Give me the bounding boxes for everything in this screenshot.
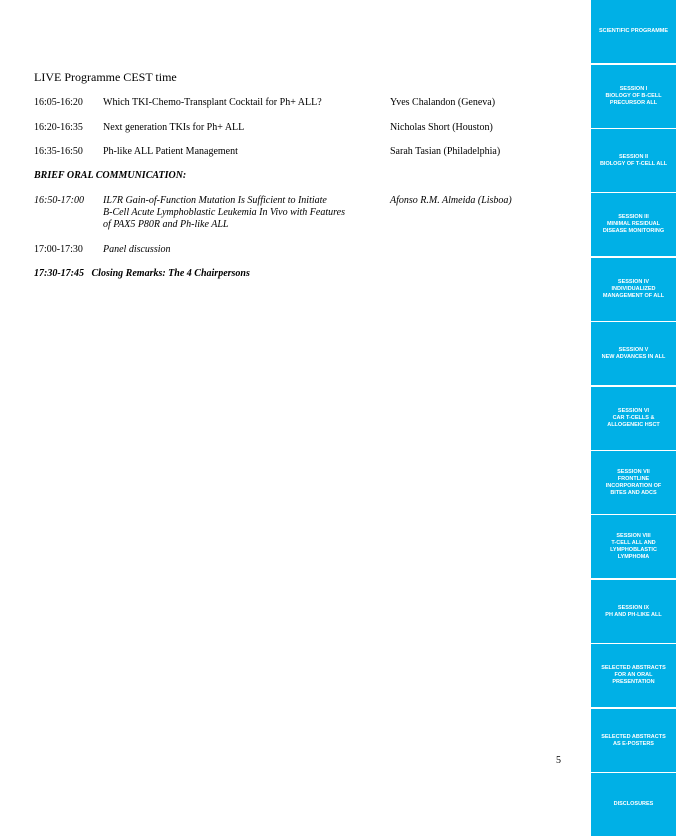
sidebar-item-session-9[interactable] [591,580,676,643]
sidebar-item-label: SESSION IX PH AND PH-LIKE ALL [605,604,662,618]
brief-oral-time: 16:50-17:00 [34,195,84,206]
sidebar-item-label: SESSION III MINIMAL RESIDUAL DISEASE MONITORING [602,214,665,234]
panel-time: 17:00-17:30 [34,244,83,255]
sidebar-item-session-6[interactable] [591,387,676,450]
sidebar-item-disclosures[interactable] [591,773,676,836]
session-speaker: Yves Chalandon (Geneva) [390,97,496,108]
brief-oral-title-line-1: IL7R Gain-of-Function Mutation Is Sufficient to Initiate [103,195,327,206]
brief-oral-label: BRIEF ORAL COMMUNICATION: [34,170,187,181]
closing-title: Closing Remarks: The 4 Chairpersons [91,268,250,279]
sidebar-item-session-1[interactable] [591,65,676,128]
sidebar-item-session-3[interactable] [591,193,676,256]
sidebar-item-label: SESSION II BIOLOGY OF T-CELL ALL [599,153,668,167]
brief-oral-title-line-3: of PAX5 P80R and Ph-like ALL [103,219,229,230]
session-time: 16:05-16:20 [34,97,83,108]
session-speaker: Sarah Tasian (Philadelphia) [390,146,501,157]
sidebar-nav [591,0,676,836]
sidebar-item-e-posters[interactable] [591,709,676,772]
session-speaker: Nicholas Short (Houston) [390,122,493,133]
sidebar-item-label: SESSION VI CAR T-CELLS & ALLOGENEIC HSCT [607,408,660,428]
sidebar-item-session-2[interactable] [591,129,676,192]
session-time: 16:20-16:35 [34,122,83,133]
session-title: Ph-like ALL Patient Management [103,146,238,157]
session-title: Next generation TKIs for Ph+ ALL [103,122,245,133]
sidebar-item-label: SESSION VII FRONTLINE INCORPORATION OF BITES AND ADCS [605,468,662,496]
session-title: Which TKI-Chemo-Transplant Cocktail for Ph+ ALL? [103,97,322,108]
brief-oral-title-line-2: B-Cell Acute Lymphoblastic Leukemia In Vivo with Features [103,207,345,218]
sidebar-item-label: SELECTED ABSTRACTS FOR AN ORAL PRESENTATION [601,665,666,685]
sidebar-item-label: SESSION I BIOLOGY OF B-CELL PRECURSOR ALL [605,86,662,106]
sidebar-item-session-5[interactable] [591,322,676,385]
programme-heading: LIVE Programme CEST time [34,70,177,84]
sidebar-item-label: SESSION IV INDIVIDUALIZED MANAGEMENT OF ALL [602,279,665,299]
sidebar-item-oral-abstracts[interactable] [591,644,676,707]
sidebar-item-scientific-programme[interactable] [591,0,676,63]
closing-time: 17:30-17:45 [34,268,84,279]
sidebar-item-label: SESSION V NEW ADVANCES IN ALL [601,346,666,360]
sidebar-item-session-8[interactable] [591,515,676,578]
sidebar-item-session-7[interactable] [591,451,676,514]
brief-oral-speaker: Afonso R.M. Almeida (Lisboa) [390,195,512,206]
sidebar-item-session-4[interactable] [591,258,676,321]
panel-title: Panel discussion [103,244,171,255]
sidebar-item-label: SCIENTIFIC PROGRAMME [598,28,669,34]
page-number: 5 [556,755,561,766]
sidebar-item-label: DISCLOSURES [613,801,654,807]
closing-row [34,268,250,280]
session-time: 16:35-16:50 [34,146,83,157]
sidebar-item-label: SELECTED ABSTRACTS AS E-POSTERS [601,733,666,747]
sidebar-item-label: SESSION VIII T-CELL ALL AND LYMPHOBLASTIC LYMPHOMA [610,532,657,560]
